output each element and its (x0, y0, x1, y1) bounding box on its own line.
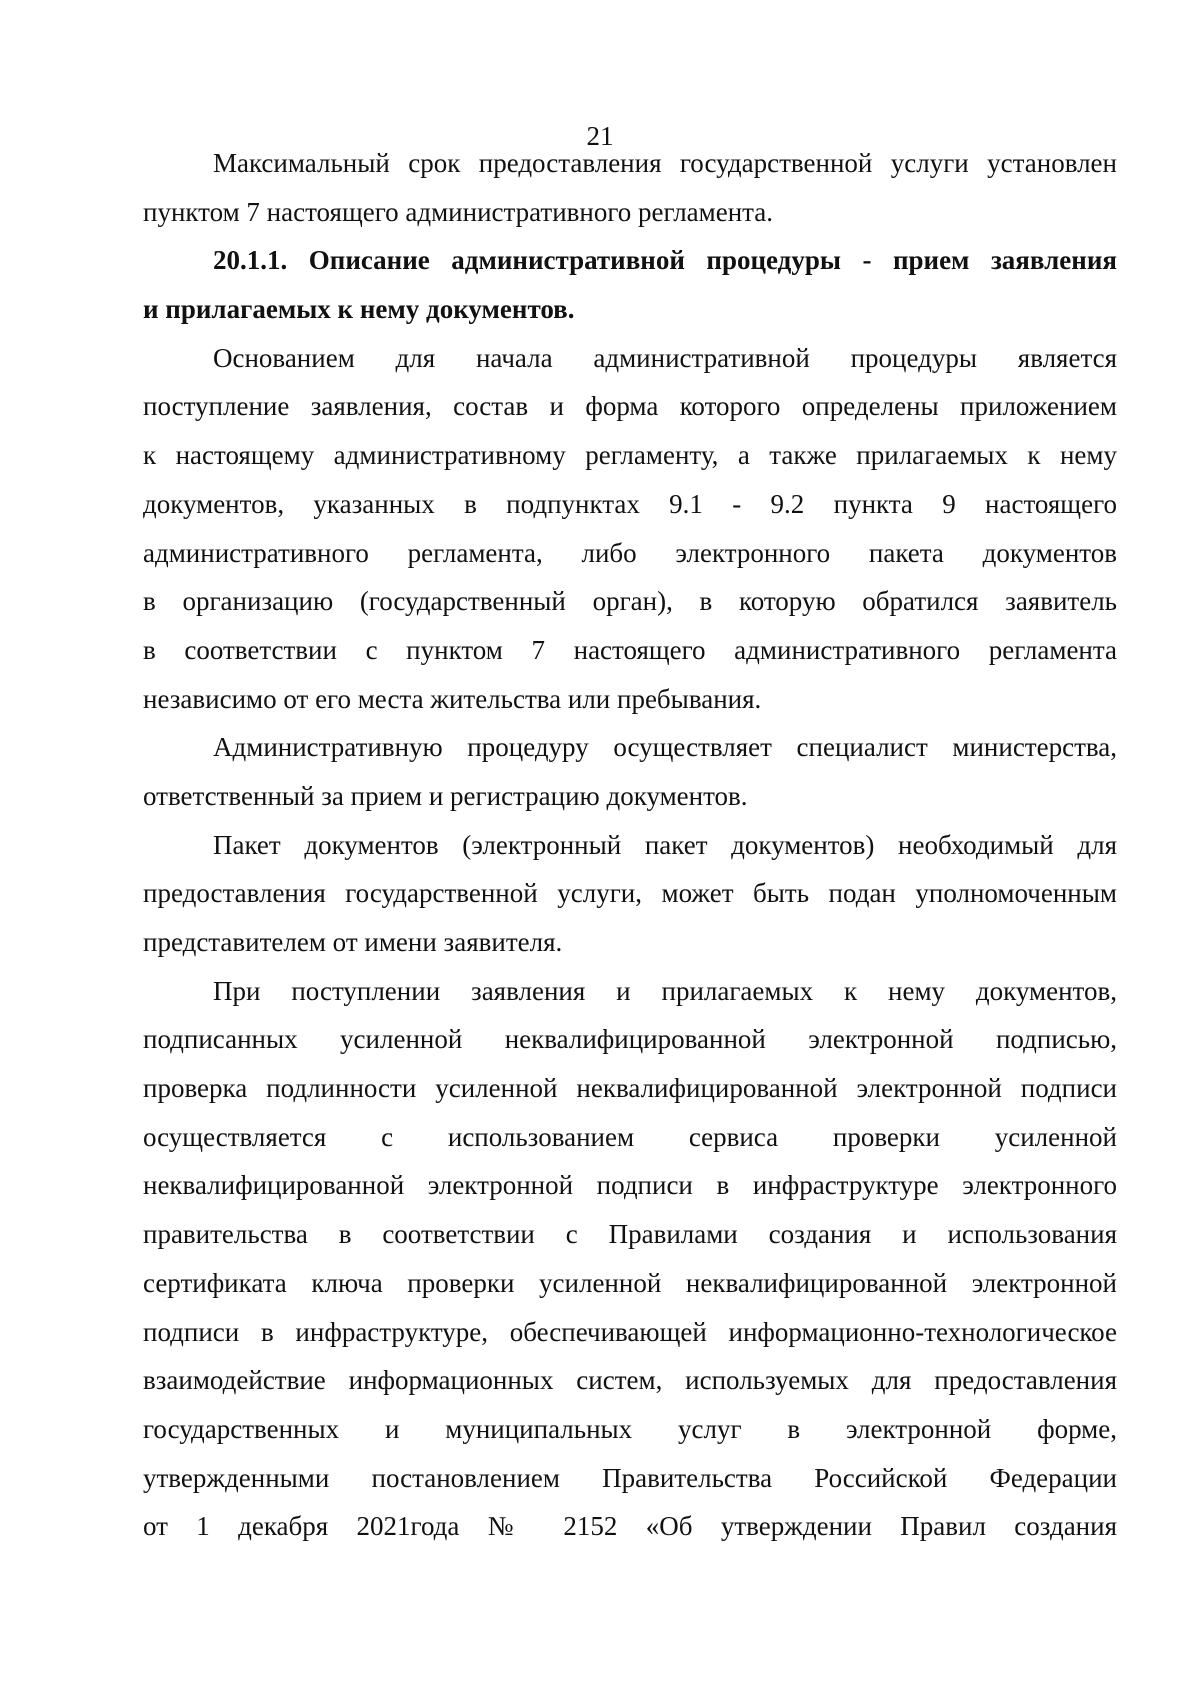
text-line: сертификата ключа проверки усиленной неквалифицированной электронной (143, 1267, 1117, 1298)
page-number: 21 (586, 121, 614, 151)
paragraph (143, 829, 1117, 975)
text-line: в организацию (государственный орган), в которую обратился заявитель (143, 586, 1117, 617)
text-line: пунктом 7 настоящего административного регламента. (143, 196, 774, 227)
text-line: подписи в инфраструктуре, обеспечивающей информационно-технологическое (143, 1316, 1117, 1347)
text-line: 20.1.1. Описание административной процедуры - прием заявления (213, 245, 1117, 276)
paragraph (143, 147, 1117, 244)
paragraph (143, 975, 1117, 1559)
text-line: независимо от его места жительства или пребывания. (143, 683, 762, 714)
text-line: поступление заявления, состав и форма которого определены приложением (143, 391, 1117, 422)
text-line: предоставления государственной услуги, может быть подан уполномоченным (143, 878, 1117, 909)
text-line: взаимодействие информационных систем, используемых для предоставления (143, 1365, 1117, 1396)
text-line: ответственный за прием и регистрацию документов. (143, 780, 748, 811)
text-line: Административную процедуру осуществляет специалист министерства, (213, 732, 1117, 763)
text-line: Максимальный срок предоставления государственной услуги установлен (213, 148, 1117, 178)
text-line: к настоящему административному регламенту, а также прилагаемых к нему (143, 440, 1117, 471)
document-body (143, 147, 1117, 1559)
text-line: осуществляется с использованием сервиса проверки усиленной (143, 1121, 1117, 1152)
text-line: административного регламента, либо электронного пакета документов (143, 537, 1117, 568)
text-line: проверка подлинности усиленной неквалифицированной электронной подписи (143, 1073, 1117, 1104)
paragraph (143, 342, 1117, 732)
paragraph (143, 731, 1117, 828)
text-line: от 1 декабря 2021года № 2152 «Об утверждении Правил создания (143, 1511, 1117, 1542)
text-line: утвержденными постановлением Правительства Российской Федерации (143, 1462, 1117, 1493)
text-line: При поступлении заявления и прилагаемых к нему документов, (213, 975, 1117, 1006)
text-line: Основанием для начала административной процедуры является (213, 342, 1117, 373)
text-line: неквалифицированной электронной подписи в инфраструктуре электронного (143, 1170, 1117, 1201)
text-line: представителем от имени заявителя. (143, 927, 563, 957)
text-line: и прилагаемых к нему документов. (143, 294, 575, 325)
text-line: подписанных усиленной неквалифицированной электронной подписью, (143, 1024, 1117, 1055)
section-heading (143, 244, 1117, 341)
text-line: Пакет документов (электронный пакет документов) необходимый для (213, 829, 1117, 860)
text-line: документов, указанных в подпунктах 9.1 - 9.2 пункта 9 настоящего (143, 488, 1117, 519)
text-line: государственных и муниципальных услуг в электронной форме, (143, 1413, 1117, 1444)
text-line: правительства в соответствии с Правилами создания и использования (143, 1219, 1117, 1250)
text-line: в соответствии с пунктом 7 настоящего административного регламента (143, 634, 1117, 665)
